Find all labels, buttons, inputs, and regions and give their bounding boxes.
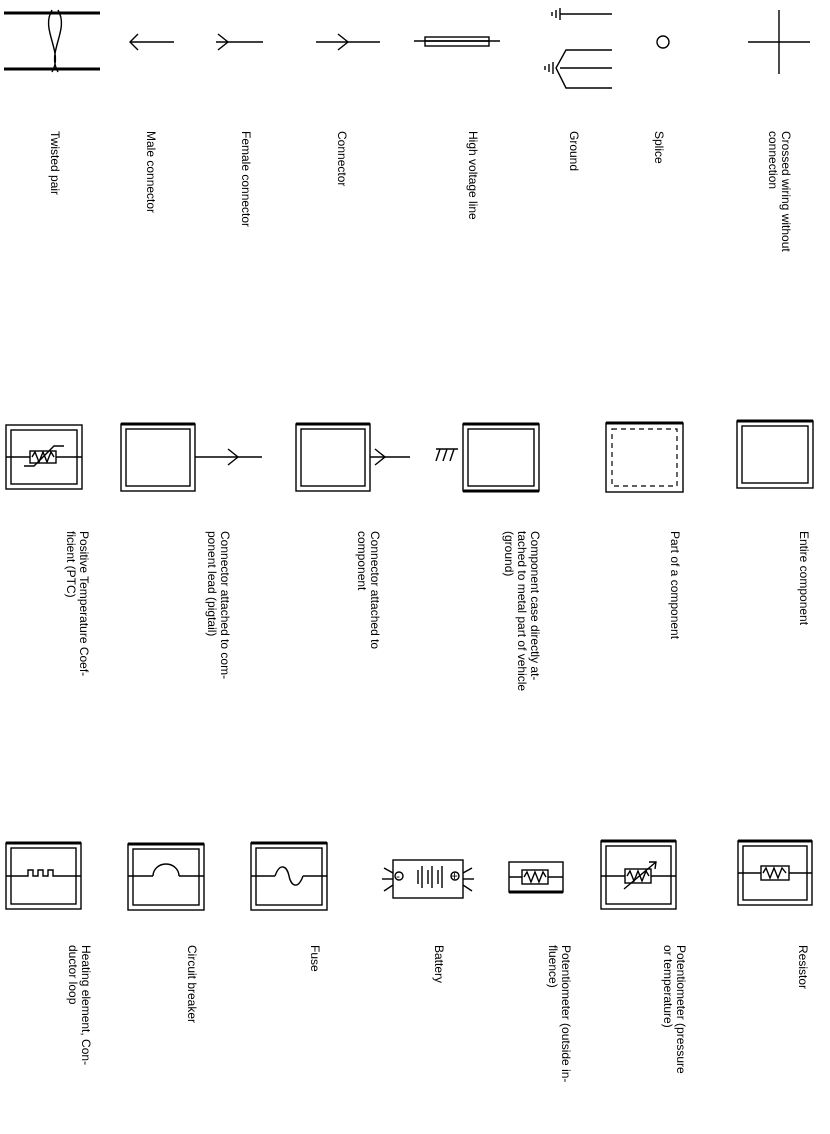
label-crossed-wiring: connection Crossed wiring without bbox=[766, 131, 793, 252]
label-component-case-ground: (ground) tached to metal part of vehicle Component case directly at- bbox=[502, 531, 542, 692]
label-potentiometer-pressure: or temperature) Potentiometer (pressure bbox=[661, 945, 688, 1074]
label-connector: Connector bbox=[335, 131, 349, 187]
label-entire-component: Entire component bbox=[797, 531, 811, 626]
fuse-symbol bbox=[251, 843, 327, 910]
splice-symbol bbox=[657, 36, 669, 48]
part-of-component-symbol bbox=[606, 423, 683, 492]
heating-element-symbol bbox=[6, 843, 81, 909]
female-connector-symbol bbox=[216, 34, 263, 50]
ground-symbol bbox=[545, 8, 612, 88]
label-connector-component: component Connector attached to bbox=[355, 531, 382, 650]
label-fuse: Fuse bbox=[308, 945, 322, 972]
twisted-pair-symbol bbox=[4, 10, 100, 72]
label-twisted-pair: Twisted pair bbox=[48, 131, 62, 196]
resistor-symbol bbox=[738, 841, 812, 905]
label-potentiometer-outside: fluence) Potentiometer (outside in- bbox=[546, 945, 573, 1083]
potentiometer-outside-symbol bbox=[509, 862, 563, 892]
entire-component-symbol bbox=[737, 421, 813, 488]
connector-symbol bbox=[316, 34, 380, 50]
label-connector-component-lead: ponent lead (pigtail) Connector attached to com- bbox=[205, 531, 232, 680]
circuit-breaker-symbol bbox=[128, 844, 204, 910]
label-ptc: ficient (PTC) Positive Temperature Coef- bbox=[64, 531, 91, 677]
crossed-wiring-symbol bbox=[748, 10, 810, 74]
connector-component-symbol bbox=[296, 424, 410, 491]
label-ground: Ground bbox=[567, 131, 581, 172]
label-female-connector: Female connector bbox=[239, 131, 253, 228]
potentiometer-pressure-symbol bbox=[601, 841, 676, 909]
label-splice: Splice bbox=[652, 131, 666, 164]
battery-minus-mark: - bbox=[396, 869, 400, 883]
battery-plus-mark: + bbox=[451, 869, 459, 883]
label-high-voltage-line: High voltage line bbox=[466, 131, 480, 220]
label-resistor: Resistor bbox=[796, 945, 810, 990]
ptc-symbol bbox=[6, 425, 82, 489]
label-male-connector: Male connector bbox=[144, 131, 158, 214]
label-heating-element: ductor loop Heating element, Con- bbox=[66, 945, 93, 1066]
connector-component-lead-symbol bbox=[121, 424, 262, 491]
male-connector-symbol bbox=[130, 34, 174, 50]
label-part-of-component: Part of a component bbox=[668, 531, 682, 640]
label-battery: Battery bbox=[432, 945, 446, 984]
component-case-ground-symbol bbox=[436, 424, 539, 491]
label-circuit-breaker: Circuit breaker bbox=[185, 945, 199, 1024]
high-voltage-line-symbol bbox=[414, 37, 500, 46]
